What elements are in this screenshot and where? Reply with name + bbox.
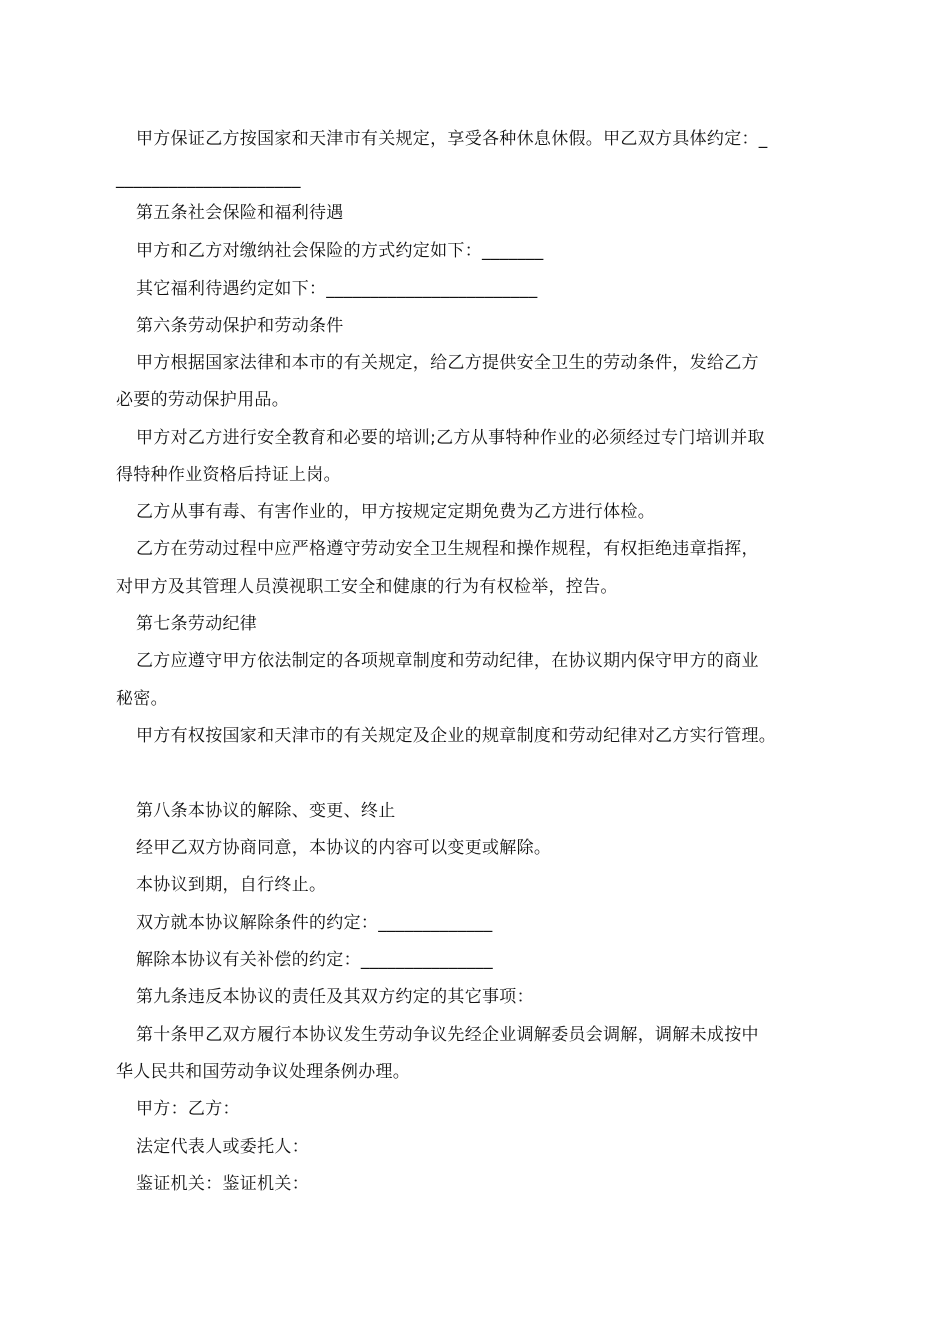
paragraph-discipline-2: 秘密。 (116, 689, 168, 709)
paragraph-other-welfare: 其它福利待遇约定如下：________________________ (136, 279, 538, 299)
heading-article-7: 第七条劳动纪律 (136, 614, 258, 634)
paragraph-rescission-conditions: 双方就本协议解除条件的约定：_____________ (136, 913, 493, 933)
paragraph-labor-conditions-1: 甲方根据国家法律和本市的有关规定，给乙方提供安全卫生的劳动条件，发给乙方 (136, 353, 759, 373)
paragraph-safety-training-2: 得特种作业资格后持证上岗。 (116, 465, 341, 485)
paragraph-discipline-1: 乙方应遵守甲方依法制定的各项规章制度和劳动纪律，在协议期内保守甲方的商业 (136, 651, 759, 671)
heading-article-6: 第六条劳动保护和劳动条件 (136, 316, 344, 336)
paragraph-compensation: 解除本协议有关补偿的约定：_______________ (136, 950, 493, 970)
paragraph-article-10-1: 第十条甲乙双方履行本协议发生劳动争议先经企业调解委员会调解，调解未成按中 (136, 1025, 759, 1045)
paragraph-safety-rules-1: 乙方在劳动过程中应严格遵守劳动安全卫生规程和操作规程，有权拒绝违章指挥， (136, 539, 759, 559)
signature-authentication: 鉴证机关：鉴证机关： (136, 1174, 309, 1194)
paragraph-article-10-2: 华人民共和国劳动争议处理条例办理。 (116, 1062, 411, 1082)
heading-article-5: 第五条社会保险和福利待遇 (136, 203, 344, 223)
paragraph-rest-leave: 甲方保证乙方按国家和天津市有关规定，享受各种休息休假。甲乙双方具体约定：_ (136, 129, 768, 149)
paragraph-health-check: 乙方从事有毒、有害作业的，甲方按规定定期免费为乙方进行体检。 (136, 502, 655, 522)
paragraph-change-agreement: 经甲乙双方协商同意，本协议的内容可以变更或解除。 (136, 838, 552, 858)
paragraph-safety-rules-2: 对甲方及其管理人员漠视职工安全和健康的行为有权检举，控告。 (116, 577, 618, 597)
paragraph-termination: 本协议到期，自行终止。 (136, 875, 327, 895)
signature-representative: 法定代表人或委托人： (136, 1137, 309, 1157)
heading-article-9: 第九条违反本协议的责任及其双方约定的其它事项： (136, 987, 534, 1007)
paragraph-safety-training-1: 甲方对乙方进行安全教育和必要的培训;乙方从事特种作业的必须经过专门培训并取 (136, 428, 765, 448)
paragraph-labor-conditions-2: 必要的劳动保护用品。 (116, 390, 289, 410)
heading-article-8: 第八条本协议的解除、变更、终止 (136, 801, 396, 821)
paragraph-management: 甲方有权按国家和天津市的有关规定及企业的规章制度和劳动纪律对乙方实行管理。 (136, 726, 777, 746)
signature-parties: 甲方：乙方： (136, 1099, 240, 1119)
paragraph-social-insurance: 甲方和乙方对缴纳社会保险的方式约定如下：_______ (136, 241, 544, 261)
blank-line: _____________________ (116, 169, 301, 189)
